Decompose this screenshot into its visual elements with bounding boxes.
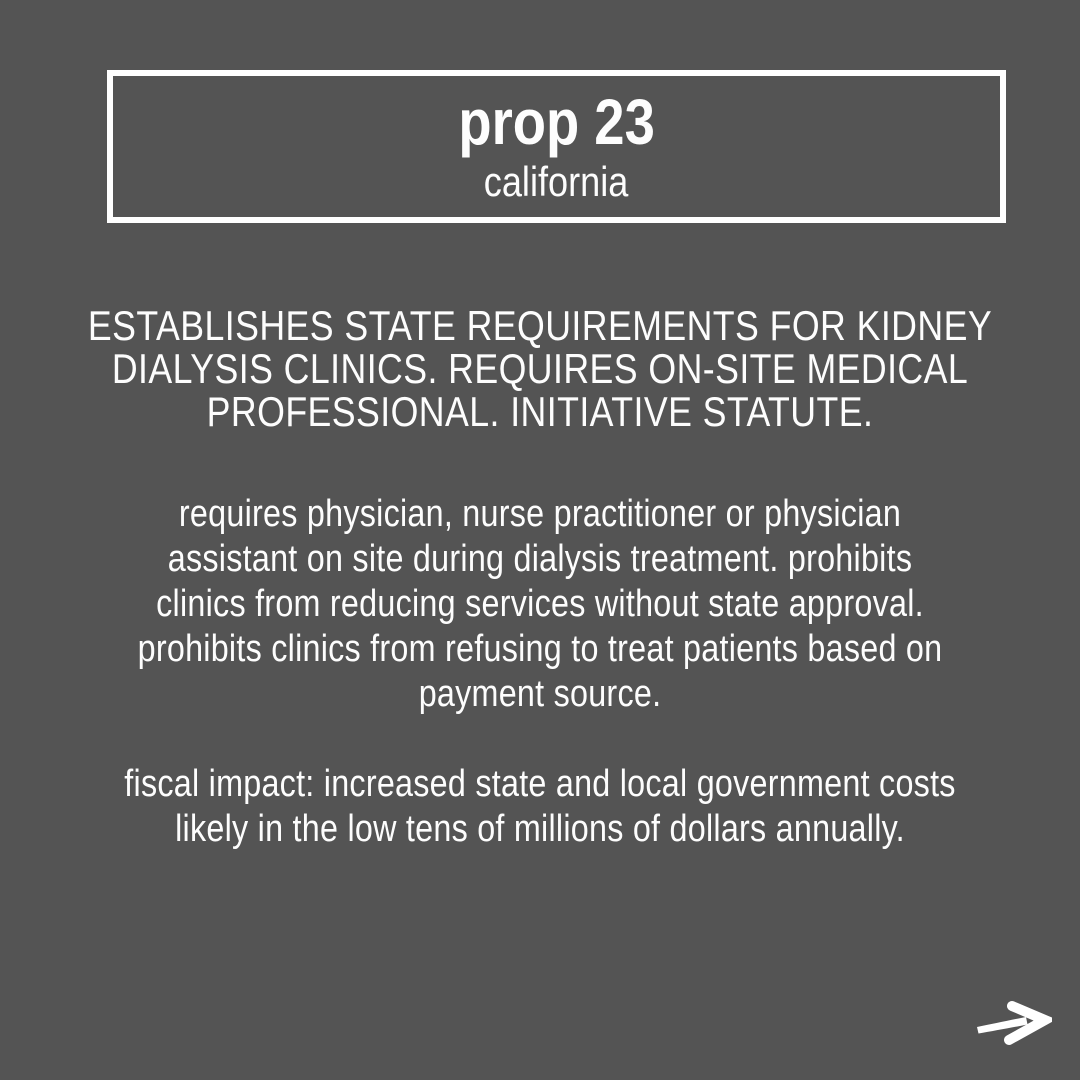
- title-box: [107, 70, 1006, 223]
- measure-details-line: assistant on site during dialysis treatment. prohibits: [167, 538, 913, 580]
- fiscal-impact-line: likely in the low tens of millions of dollars annually.: [175, 808, 905, 850]
- measure-details-line: requires physician, nurse practitioner or physician: [178, 493, 902, 535]
- arrow-right-icon: [974, 1000, 1052, 1046]
- measure-details-line: clinics from reducing services without state approval.: [156, 583, 924, 625]
- measure-details-line: payment source.: [418, 673, 662, 715]
- proposition-state: california: [484, 158, 629, 205]
- ballot-summary: [0, 304, 1080, 433]
- next-slide-indicator[interactable]: [974, 1000, 1052, 1046]
- ballot-summary-line: PROFESSIONAL. INITIATIVE STATUTE.: [206, 388, 874, 435]
- ballot-summary-line: DIALYSIS CLINICS. REQUIRES ON-SITE MEDICAL: [111, 345, 969, 392]
- ballot-summary-line: ESTABLISHES STATE REQUIREMENTS FOR KIDNEY: [87, 302, 993, 349]
- measure-details: [0, 492, 1080, 717]
- proposition-title: prop 23: [458, 86, 655, 158]
- fiscal-impact: [0, 762, 1080, 852]
- fiscal-impact-line: fiscal impact: increased state and local government costs: [124, 763, 956, 805]
- measure-details-line: prohibits clinics from refusing to treat patients based on: [137, 628, 943, 670]
